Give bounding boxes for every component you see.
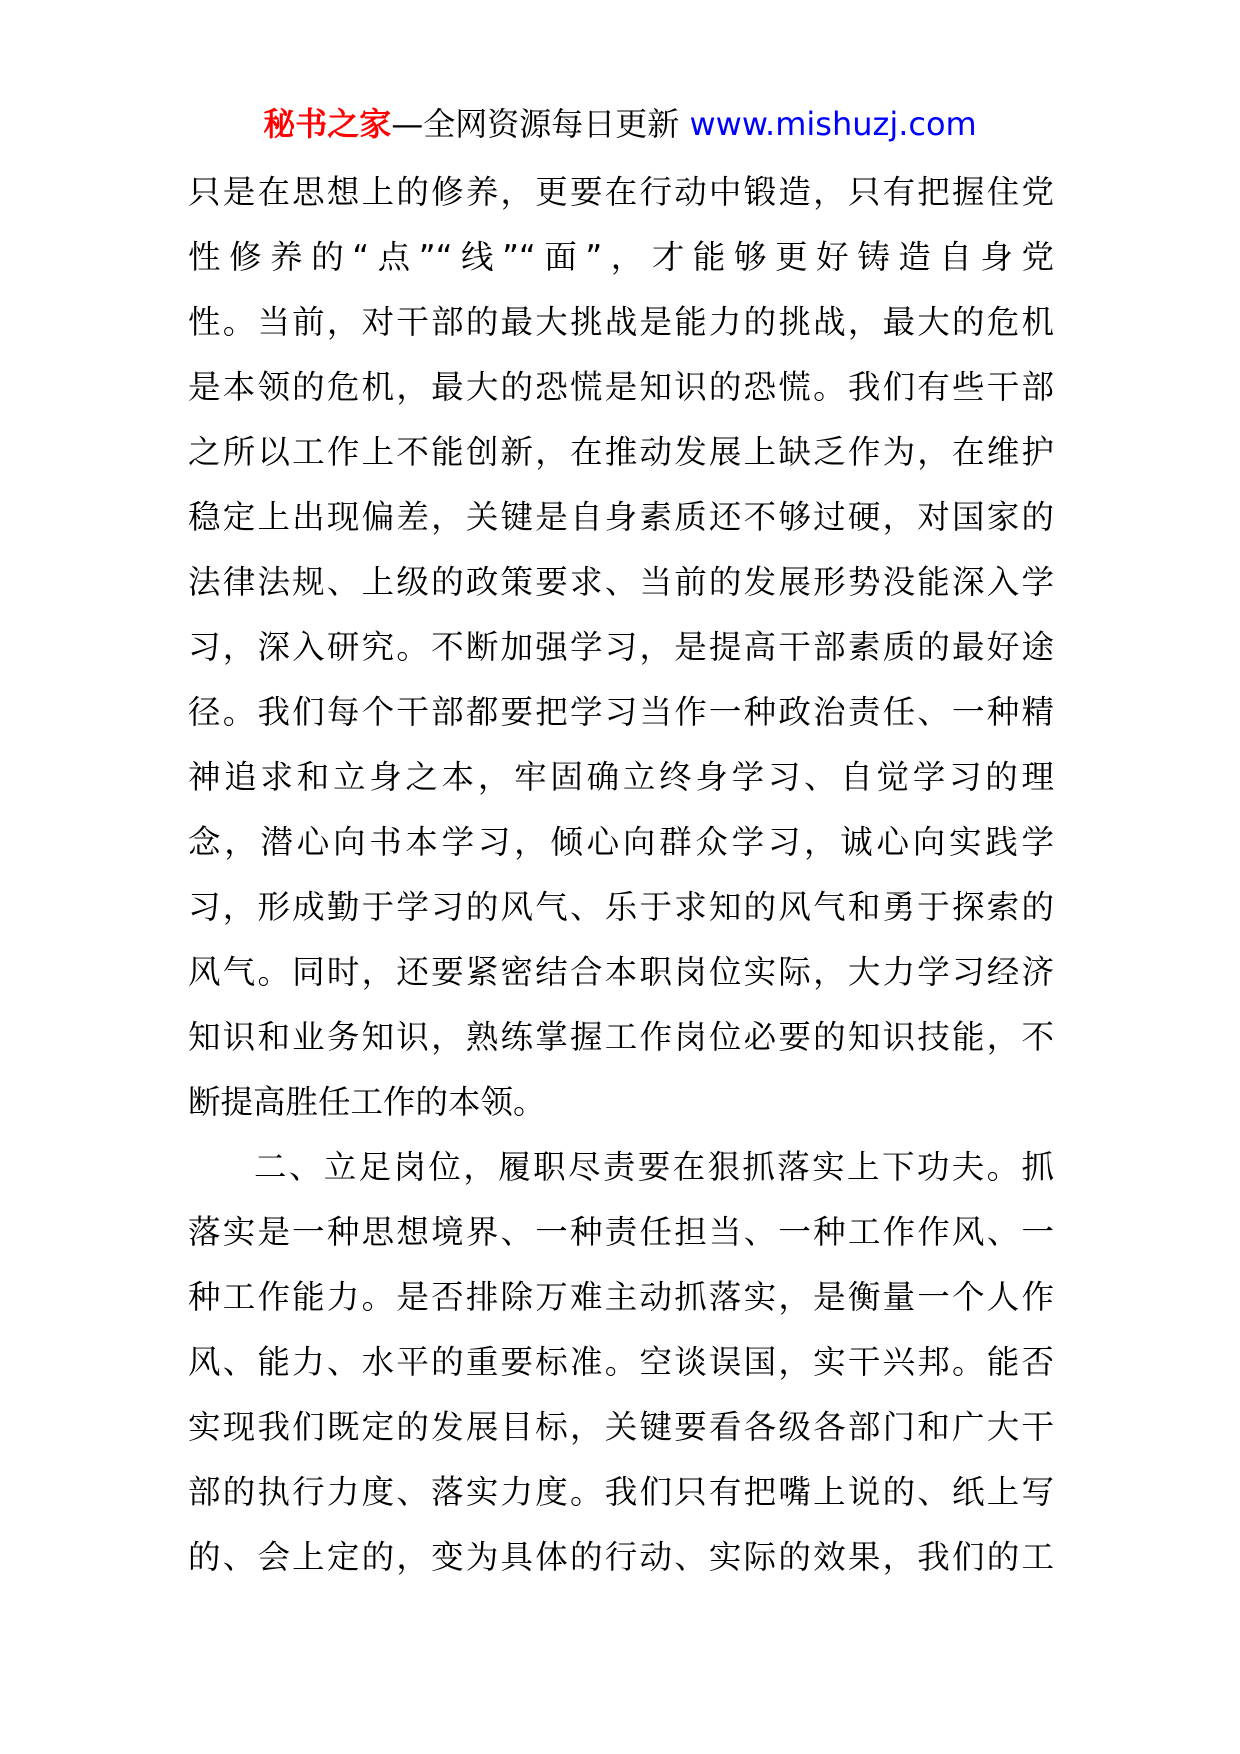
text-line: 是本领的危机，最大的恐慌是知识的恐慌。我们有些干部 — [188, 368, 1054, 406]
text-line: 断提高胜任工作的本领。 — [188, 1083, 546, 1121]
text-line: 知识和业务知识，熟练掌握工作岗位必要的知识技能，不 — [188, 1018, 1054, 1056]
text-line: 部的执行力度、落实力度。我们只有把嘴上说的、纸上写 — [188, 1473, 1054, 1511]
page-header — [0, 100, 1240, 148]
text-line: 种工作能力。是否排除万难主动抓落实，是衡量一个人作 — [188, 1278, 1054, 1316]
text-line: 神追求和立身之本，牢固确立终身学习、自觉学习的理 — [188, 758, 1054, 796]
text-line: 习，形成勤于学习的风气、乐于求知的风气和勇于探索的 — [188, 888, 1054, 926]
text-line: 径。我们每个干部都要把学习当作一种政治责任、一种精 — [188, 693, 1054, 731]
text-line: 法律法规、上级的政策要求、当前的发展形势没能深入学 — [188, 563, 1054, 601]
text-line: 实现我们既定的发展目标，关键要看各级各部门和广大干 — [188, 1408, 1054, 1446]
site-brand: 秘书之家 — [263, 105, 392, 143]
text-line: 之所以工作上不能创新，在推动发展上缺乏作为，在维护 — [188, 433, 1054, 471]
text-line: 的、会上定的，变为具体的行动、实际的效果，我们的工 — [188, 1538, 1054, 1576]
text-line: 只是在思想上的修养，更要在行动中锻造，只有把握住党 — [188, 173, 1054, 211]
text-line: 落实是一种思想境界、一种责任担当、一种工作作风、一 — [188, 1213, 1054, 1251]
text-line: 习，深入研究。不断加强学习，是提高干部素质的最好途 — [188, 628, 1054, 666]
text-line: 念，潜心向书本学习，倾心向群众学习，诚心向实践学 — [188, 823, 1054, 861]
text-line: 风气。同时，还要紧密结合本职岗位实际，大力学习经济 — [188, 953, 1054, 991]
site-tagline: —全网资源每日更新 — [391, 105, 690, 143]
text-line: 风、能力、水平的重要标准。空谈误国，实干兴邦。能否 — [188, 1343, 1054, 1381]
text-line: 性。当前，对干部的最大挑战是能力的挑战，最大的危机 — [188, 303, 1054, 341]
document-body — [188, 160, 1054, 1590]
text-line: 稳定上出现偏差，关键是自身素质还不够过硬，对国家的 — [188, 498, 1054, 536]
text-line: 性修养的“点”“线”“面”，才能够更好铸造自身党 — [188, 238, 1054, 276]
text-line: 二、立足岗位，履职尽责要在狠抓落实上下功夫。抓 — [254, 1148, 1054, 1186]
site-url-link[interactable]: www.mishuzj.com — [689, 105, 977, 143]
